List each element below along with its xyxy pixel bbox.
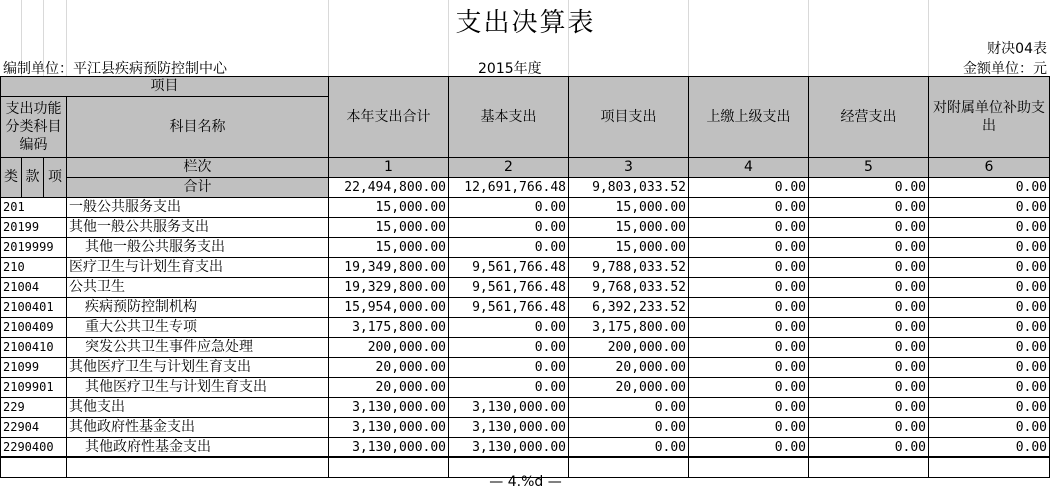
amount-cell: 15,000.00 <box>329 218 449 238</box>
subject-code: 2290400 <box>1 438 67 458</box>
amount-cell: 0.00 <box>449 318 569 338</box>
page-footer: — 4.%d — <box>489 474 562 490</box>
amount-cell: 0.00 <box>809 278 929 298</box>
col-index-1: 1 <box>329 158 449 178</box>
amount-cell: 9,768,033.52 <box>569 278 689 298</box>
subject-name: 其他支出 <box>67 398 329 418</box>
amount-cell: 19,349,800.00 <box>329 258 449 278</box>
subject-code: 2100401 <box>1 298 67 318</box>
table-row <box>1 338 1050 358</box>
amount-cell: 3,175,800.00 <box>329 318 449 338</box>
header-code-group: 支出功能分类科目编码 <box>1 97 67 158</box>
table-row <box>1 218 1050 238</box>
subject-code: 2109901 <box>1 378 67 398</box>
amount-cell: 200,000.00 <box>569 338 689 358</box>
col-index-5: 5 <box>809 158 929 178</box>
subject-code: 21004 <box>1 278 67 298</box>
form-number: 财决04表 <box>987 41 1047 57</box>
amount-cell: 3,175,800.00 <box>569 318 689 338</box>
amount-cell: 9,788,033.52 <box>569 258 689 278</box>
amount-cell: 0.00 <box>929 358 1050 378</box>
amount-cell: 15,000.00 <box>329 238 449 258</box>
total-cell: 9,803,033.52 <box>569 178 689 198</box>
col-index-6: 6 <box>929 158 1050 178</box>
amount-cell: 0.00 <box>809 198 929 218</box>
amount-cell: 3,130,000.00 <box>329 398 449 418</box>
header-col-1: 本年支出合计 <box>329 77 449 158</box>
amount-cell: 0.00 <box>929 318 1050 338</box>
amount-cell: 0.00 <box>689 338 809 358</box>
col-index-3: 3 <box>569 158 689 178</box>
amount-cell: 0.00 <box>929 338 1050 358</box>
amount-cell: 15,000.00 <box>569 238 689 258</box>
table-row <box>1 438 1050 458</box>
amount-cell: 0.00 <box>809 358 929 378</box>
amount-cell: 0.00 <box>809 378 929 398</box>
subject-code: 2019999 <box>1 238 67 258</box>
amount-cell: 9,561,766.48 <box>449 258 569 278</box>
amount-cell: 0.00 <box>929 258 1050 278</box>
header-col-4: 上缴上级支出 <box>689 77 809 158</box>
table-row <box>1 238 1050 258</box>
amount-cell: 0.00 <box>809 398 929 418</box>
subject-code: 2100409 <box>1 318 67 338</box>
amount-cell: 0.00 <box>689 438 809 458</box>
header-xiang: 项 <box>44 158 67 198</box>
header-lei: 类 <box>1 158 22 198</box>
amount-cell: 0.00 <box>929 238 1050 258</box>
table-row <box>1 358 1050 378</box>
amount-cell: 0.00 <box>929 278 1050 298</box>
amount-cell: 0.00 <box>689 198 809 218</box>
amount-cell: 0.00 <box>449 218 569 238</box>
header-item: 项目 <box>1 77 329 97</box>
total-cell: 0.00 <box>929 178 1050 198</box>
amount-cell: 15,000.00 <box>569 218 689 238</box>
header-col-2: 基本支出 <box>449 77 569 158</box>
header-row-index: 栏次 <box>67 158 329 178</box>
amount-cell: 0.00 <box>449 198 569 218</box>
table-row <box>1 298 1050 318</box>
amount-cell: 15,000.00 <box>329 198 449 218</box>
subject-name: 其他一般公共服务支出 <box>67 238 329 258</box>
amount-cell: 0.00 <box>809 298 929 318</box>
total-cell: 0.00 <box>689 178 809 198</box>
amount-cell: 3,130,000.00 <box>329 438 449 458</box>
total-cell: 0.00 <box>809 178 929 198</box>
expenditure-table <box>0 76 1050 478</box>
col-index-2: 2 <box>449 158 569 178</box>
amount-cell: 0.00 <box>689 278 809 298</box>
amount-cell: 0.00 <box>569 438 689 458</box>
amount-cell: 0.00 <box>569 398 689 418</box>
table-bottom-rule <box>0 456 1049 457</box>
table-row <box>1 318 1050 338</box>
subject-name: 其他政府性基金支出 <box>67 418 329 438</box>
header-kuan: 款 <box>22 158 44 198</box>
amount-cell: 0.00 <box>689 358 809 378</box>
subject-name: 其他医疗卫生与计划生育支出 <box>67 358 329 378</box>
amount-cell: 0.00 <box>449 338 569 358</box>
amount-cell: 0.00 <box>449 238 569 258</box>
amount-cell: 0.00 <box>449 358 569 378</box>
amount-cell: 0.00 <box>929 198 1050 218</box>
table-row <box>1 258 1050 278</box>
currency-unit: 金额单位：元 <box>963 61 1047 77</box>
amount-cell: 20,000.00 <box>569 378 689 398</box>
fiscal-year: 2015年度 <box>478 61 542 77</box>
table-row <box>1 378 1050 398</box>
amount-cell: 0.00 <box>929 378 1050 398</box>
amount-cell: 0.00 <box>689 318 809 338</box>
amount-cell: 19,329,800.00 <box>329 278 449 298</box>
amount-cell: 20,000.00 <box>329 358 449 378</box>
header-col-3: 项目支出 <box>569 77 689 158</box>
total-cell: 22,494,800.00 <box>329 178 449 198</box>
amount-cell: 0.00 <box>689 298 809 318</box>
total-cell: 12,691,766.48 <box>449 178 569 198</box>
amount-cell: 3,130,000.00 <box>329 418 449 438</box>
report-title: 支出决算表 <box>455 8 596 38</box>
amount-cell: 0.00 <box>449 378 569 398</box>
amount-cell: 3,130,000.00 <box>449 398 569 418</box>
col-index-4: 4 <box>689 158 809 178</box>
amount-cell: 9,561,766.48 <box>449 298 569 318</box>
amount-cell: 0.00 <box>929 398 1050 418</box>
subject-name: 其他政府性基金支出 <box>67 438 329 458</box>
subject-name: 突发公共卫生事件应急处理 <box>67 338 329 358</box>
subject-name: 其他医疗卫生与计划生育支出 <box>67 378 329 398</box>
amount-cell: 200,000.00 <box>329 338 449 358</box>
table-row <box>1 418 1050 438</box>
amount-cell: 3,130,000.00 <box>449 418 569 438</box>
subject-code: 2100410 <box>1 338 67 358</box>
subject-name: 其他一般公共服务支出 <box>67 218 329 238</box>
amount-cell: 0.00 <box>689 258 809 278</box>
amount-cell: 15,954,000.00 <box>329 298 449 318</box>
header-subject-name: 科目名称 <box>67 97 329 158</box>
amount-cell: 0.00 <box>809 258 929 278</box>
amount-cell: 9,561,766.48 <box>449 278 569 298</box>
amount-cell: 0.00 <box>689 418 809 438</box>
subject-code: 20199 <box>1 218 67 238</box>
subject-code: 21099 <box>1 358 67 378</box>
amount-cell: 0.00 <box>929 218 1050 238</box>
subject-code: 22904 <box>1 418 67 438</box>
amount-cell: 0.00 <box>929 418 1050 438</box>
table-row <box>1 398 1050 418</box>
header-col-5: 经营支出 <box>809 77 929 158</box>
amount-cell: 20,000.00 <box>329 378 449 398</box>
amount-cell: 0.00 <box>809 338 929 358</box>
table-row <box>1 278 1050 298</box>
subject-code: 210 <box>1 258 67 278</box>
subject-name: 重大公共卫生专项 <box>67 318 329 338</box>
amount-cell: 0.00 <box>809 418 929 438</box>
amount-cell: 0.00 <box>689 378 809 398</box>
amount-cell: 0.00 <box>809 318 929 338</box>
amount-cell: 3,130,000.00 <box>449 438 569 458</box>
header-col-6: 对附属单位补助支出 <box>929 77 1050 158</box>
table-row <box>1 198 1050 218</box>
subject-name: 疾病预防控制机构 <box>67 298 329 318</box>
subject-name: 医疗卫生与计划生育支出 <box>67 258 329 278</box>
subject-name: 一般公共服务支出 <box>67 198 329 218</box>
amount-cell: 0.00 <box>689 218 809 238</box>
subject-name: 公共卫生 <box>67 278 329 298</box>
total-label: 合计 <box>67 178 329 198</box>
subject-code: 229 <box>1 398 67 418</box>
amount-cell: 0.00 <box>809 238 929 258</box>
amount-cell: 0.00 <box>929 438 1050 458</box>
amount-cell: 0.00 <box>809 218 929 238</box>
subject-code: 201 <box>1 198 67 218</box>
reporting-unit: 编制单位：平江县疾病预防控制中心 <box>3 61 227 77</box>
amount-cell: 0.00 <box>569 418 689 438</box>
amount-cell: 0.00 <box>689 238 809 258</box>
amount-cell: 20,000.00 <box>569 358 689 378</box>
amount-cell: 6,392,233.52 <box>569 298 689 318</box>
amount-cell: 0.00 <box>929 298 1050 318</box>
amount-cell: 15,000.00 <box>569 198 689 218</box>
amount-cell: 0.00 <box>809 438 929 458</box>
amount-cell: 0.00 <box>689 398 809 418</box>
